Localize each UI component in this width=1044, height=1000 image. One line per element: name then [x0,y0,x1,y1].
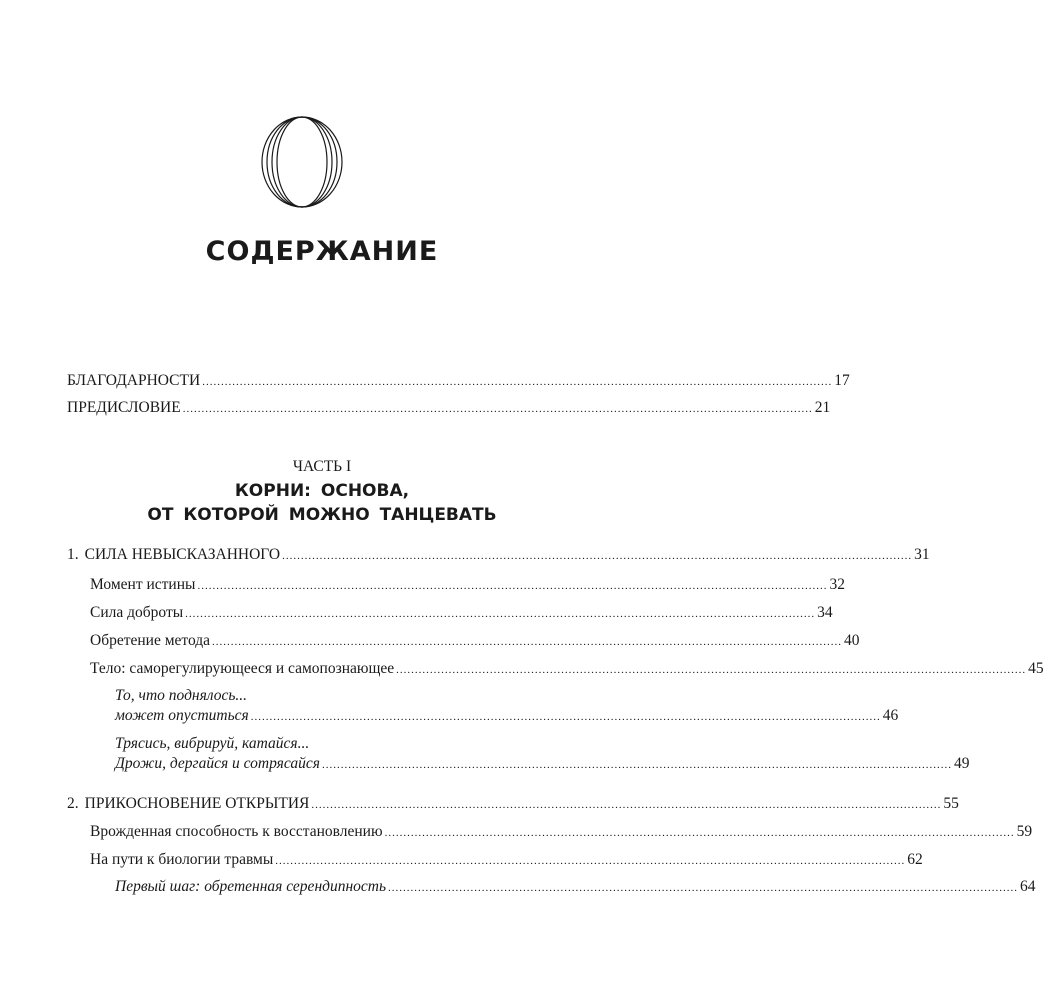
toc-section[interactable] [90,850,923,871]
toc-page-number: 32 [829,576,845,593]
dot-leader: ........................................................................................................................................................................ [202,376,833,388]
chapter-number: 2. [67,795,79,812]
toc-chapter-2[interactable] [67,794,959,815]
toc-page-number: 17 [834,372,850,389]
toc-entry-label: может опуститься [115,707,249,724]
toc-entry-acknowledgements[interactable] [67,371,850,392]
toc-entry-label: Врожденная способность к восстановлению [90,823,383,840]
chapter-number: 1. [67,546,79,563]
part-title-line: КОРНИ: ОСНОВА, [234,481,410,501]
toc-page-number: 34 [817,604,833,621]
toc-page-number: 46 [882,707,899,724]
toc-entry-label: ПРЕДИСЛОВИЕ [67,399,181,416]
part-title [0,479,644,527]
toc-section[interactable] [90,575,845,596]
toc-section[interactable] [90,659,1044,680]
dot-leader: ........................................................................................................................................................................ [212,636,843,648]
toc-subsection[interactable] [115,877,1036,898]
dot-leader: ........................................................................................................................................................................ [182,403,813,415]
toc-page-number: 21 [814,399,831,416]
dot-leader: ........................................................................................................................................................................ [197,580,828,592]
page-title: СОДЕРЖАНИЕ [205,236,439,267]
toc-entry-label: Момент истины [90,576,196,593]
dot-leader: ........................................................................................................................................................................ [396,664,1027,676]
toc-page-number: 59 [1016,823,1033,840]
dot-leader: ........................................................................................................................................................................ [185,608,816,620]
toc-page-number: 62 [907,851,923,868]
toc-page-number: 31 [914,546,930,563]
toc-entry-label: ПРИКОСНОВЕНИЕ ОТКРЫТИЯ [84,795,310,812]
dot-leader: ........................................................................................................................................................................ [275,855,906,867]
toc-page-number: 49 [953,755,970,772]
toc-entry-preface[interactable] [67,398,831,419]
toc-section[interactable] [90,603,833,624]
toc-page-number: 45 [1028,660,1044,677]
toc-entry-label: Сила доброты [90,604,184,621]
toc-subsection-line: Трясись, вибрируй, катайся... [115,735,310,752]
toc-subsection-line: То, что поднялось... [115,687,248,704]
toc-chapter-1[interactable] [67,545,930,566]
toc-page-number: 55 [943,795,959,812]
toc-entry-label: Обретение метода [90,632,211,649]
dot-leader: ........................................................................................................................................................................ [384,827,1015,839]
toc-entry-label: Дрожи, дергайся и сотрясайся [115,755,320,772]
part-kicker: ЧАСТЬ I [292,458,352,475]
toc-entry-label: На пути к биологии травмы [90,851,274,868]
circle-emblem-icon [256,114,348,210]
toc-section[interactable] [90,631,860,652]
part-title-line: ОТ КОТОРОЙ МОЖНО ТАНЦЕВАТЬ [147,505,497,525]
dot-leader: ........................................................................................................................................................................ [321,759,952,771]
dot-leader: ........................................................................................................................................................................ [388,882,1019,894]
toc-entry-label: БЛАГОДАРНОСТИ [67,372,201,389]
toc-entry-label: СИЛА НЕВЫСКАЗАННОГО [84,546,281,563]
toc-subsection[interactable] [115,754,970,775]
toc-page-number: 64 [1020,878,1036,895]
toc-page-number: 40 [844,632,860,649]
dot-leader: ........................................................................................................................................................................ [311,799,942,811]
toc-section[interactable] [90,822,1033,843]
toc-entry-label: Тело: саморегулирующееся и самопознающее [90,660,395,677]
dot-leader: ........................................................................................................................................................................ [282,550,913,562]
dot-leader: ........................................................................................................................................................................ [250,711,881,723]
toc-subsection[interactable] [115,706,899,727]
toc-entry-label: Первый шаг: обретенная серендипность [115,878,387,895]
